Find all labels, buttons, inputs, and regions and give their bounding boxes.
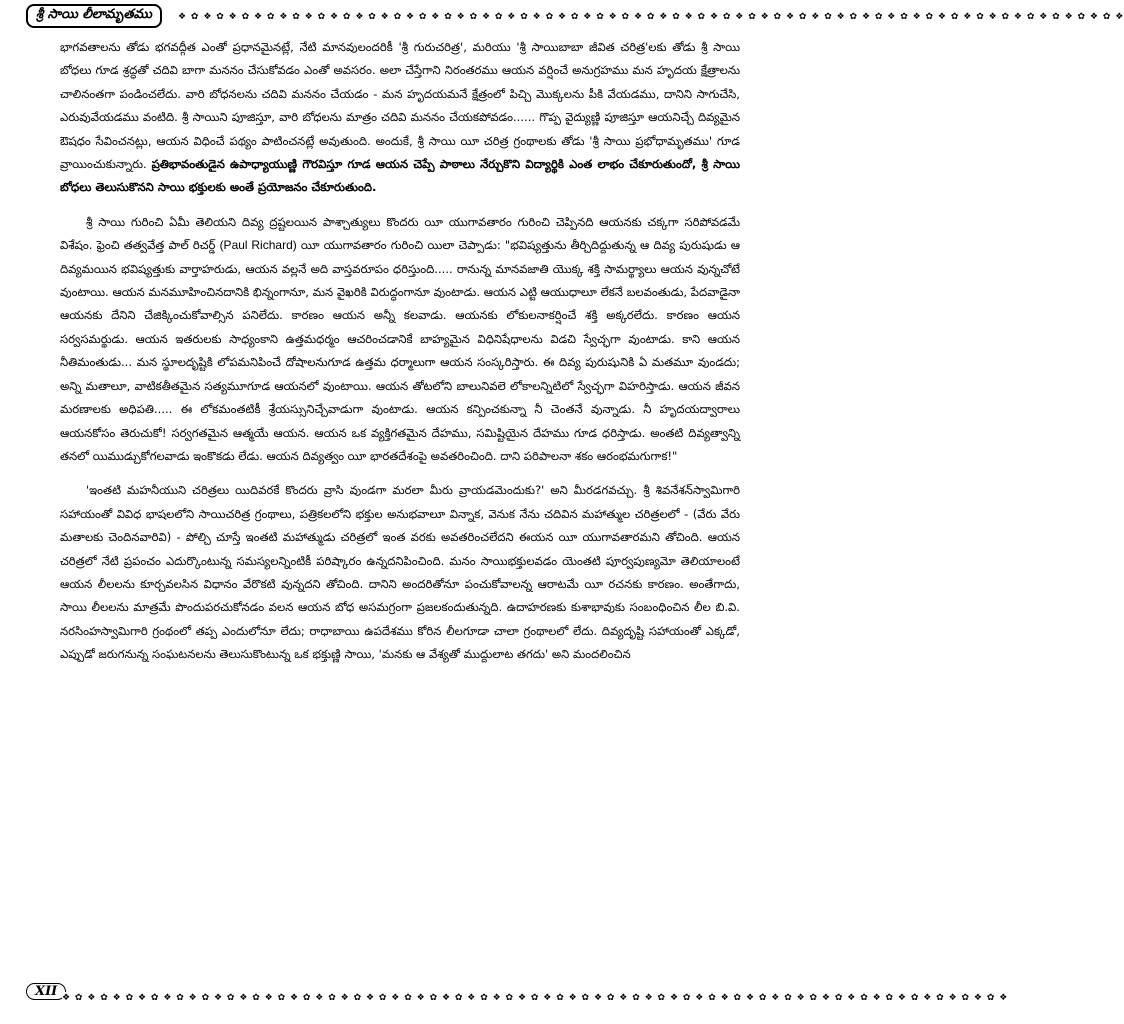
paragraph-2-latin-name: (Paul Richard) xyxy=(219,238,297,253)
paragraph-1-bold-text: ప్రతిభావంతుడైన ఉపాధ్యాయుణ్ణి గౌరవిస్తూ గూడ ఆయన చెప్పే పాఠాలు నేర్చుకొని విద్యార్థికి ఎంత లాభం చేకూరుతుందో, శ్రీ సాయి బోధలు తెలుసుకొనని సాయి భక్తులకు అంతే ప్రయోజనం చేకూరుతుంది. xyxy=(60,157,741,195)
paragraph-gap xyxy=(60,468,740,479)
paragraph-3-text: 'ఇంతటి మహనీయుని చరిత్రలు యిదివరకే కొందరు వ్రాసి వుండగా మరలా మీరు వ్రాయడమెందుకు?' అని మీరడగవచ్చు. శ్రీ శివనేశన్‌స్వామిగారి సహాయంతో వివిధ భాషలలోని సాయిచరిత్ర గ్రంథాలు, పత్రికలలోని భక్తుల అనుభవాలూ విన్నాక, వెనుక నేను చదివిన మహాత్ముల చరిత్రలలో - (వేరు వేరు మతాలకు చెందినవారివి) - పోల్చి చూస్తే ఇంతటి మహాత్ముడు చరిత్రలో ఇంత వరకు అవతరించలేదని ఈయన యీ యుగావతారమని తోచింది. ఆయన చరిత్రలో నేటి ప్రపంచం ఎదుర్కొంటున్న సమస్యలన్నింటికీ పరిష్కారం ఉన్నదనిపించింది. మనం సాయిభక్తులవడం యెంతటి పూర్వపుణ్యమో తెలియాలంటే ఆయన లీలలను కూర్చవలసిన విధానం వేరొకటి వున్నదని తోచింది. దానిని అందరితోనూ పంచుకోవాలన్న ఆరాటమే యీ రచనకు కారణం. అంతేగాదు, సాయి లీలలను మాత్రమే పొందుపరచుకోనడం వలన ఆయన బోధ అసమగ్రంగా ప్రజలకందుతున్నది. ఉదాహరణకు కుశాభావుకు సంబంధించిన లీల బి.వి. నరసింహస్వామిగారి గ్రంథంలో తప్ప ఎందులోనూ లేదు; రాధాబాయి ఉపదేశము కోరిన లీలగూడా చాలా గ్రంథాలలో లేదు. దివ్యదృష్టి సహాయంతో ఎక్కడో, ఎప్పుడో జరుగనున్న సంఘటనలను తెలుసుకొంటున్న ఒక భక్తుణ్ణి సాయి, 'మనకు ఆ వేశ్యతో ముద్దులాట తగదు' అని మందలించిన xyxy=(60,483,740,662)
footer-ornament-glyphs: ❖ ✿ ❖ ✿ ❖ ✿ ❖ ✿ ❖ ✿ ❖ ✿ ❖ ✿ ❖ ✿ ❖ ✿ ❖ ✿ ❖ ✿ ❖ ✿ ❖ ✿ ❖ ✿ ❖ ✿ ❖ ✿ ❖ ✿ ❖ ✿ ❖ ✿ ❖ ✿ ❖ ✿ ❖ ✿ ❖ ✿ ❖ ✿ ❖ ✿ ❖ ✿ ❖ ✿ ❖ ✿ ❖ ✿ ❖ ✿ ❖ ✿ ❖ ✿ ❖ ✿ ❖ ✿ ❖ ✿ ❖ ✿ ❖ ✿ ❖ xyxy=(62,993,1009,1003)
header-ornament-rule xyxy=(178,9,1124,25)
paragraph-gap xyxy=(60,200,740,211)
page-number: XII xyxy=(26,983,66,1000)
page-body xyxy=(60,36,740,667)
paragraph-1-text: భాగవతాలను తోడు భగవద్గీత ఎంతో ప్రధానమైనట్లే, నేటి మానవులందరికీ 'శ్రీ గురుచరిత్ర', మరియు 'శ్రీ సాయిబాబా జీవిత చరిత్ర'లకు తోడు శ్రీ సాయి బోధలు గూడ శ్రద్ధతో చదివి బాగా మననం చేసుకోవడం ఎంతో అవసరం. అలా చేస్తేగాని నిరంతరము ఆయన వర్షించే అనుగ్రహము మన హృదయ క్షేత్రాలను చాలినంతగా పండించలేదు. వారి బోధనలను చదివి మననం చేయడం - మన హృదయమనే క్షేత్రంలో పిచ్చి మొక్కలను పీకి వేయడము, దానిని సాగుచేసి, ఎరువువేయడము వంటిది. శ్రీ సాయిని పూజిస్తూ, వారి బోధలను మాత్రం చదివి మననం చేయకపోవడం...... గొప్ప వైద్యుణ్ణి పూజిస్తూ ఆయనిచ్చే దివ్యమైన ఔషధం సేవించనట్లు, ఆయన విధించే పథ్యం పాటించనట్లే అవుతుంది. అందుకే, శ్రీ సాయి యీ చరిత్ర గ్రంథాలకు తోడు 'శ్రీ సాయి ప్రభోధామృతము' గూడ వ్రాయించుకున్నారు. xyxy=(60,40,740,172)
paragraph-3 xyxy=(60,479,740,666)
footer-ornament-rule xyxy=(62,990,1009,1006)
paragraph-1 xyxy=(60,36,740,200)
paragraph-2 xyxy=(60,211,740,468)
running-header-title: శ్రీ సాయి లీలామృతము xyxy=(26,4,162,28)
paragraph-2-text-a: శ్రీ సాయి గురించి ఏమీ తెలియని దివ్య ద్రష్టలయిన పాశ్చాత్యులు కొందరు యీ యుగావతారం గురించి చెప్పినది ఆయనకు చక్కగా సరిపోవడమే విశేషం. ఫ్రెంచి తత్వవేత్త పాల్ రిచర్డ్ xyxy=(60,214,740,253)
header-ornament-glyphs: ❖ ✿ ❖ ✿ ❖ ✿ ❖ ✿ ❖ ✿ ❖ ✿ ❖ ✿ ❖ ✿ ❖ ✿ ❖ ✿ ❖ ✿ ❖ ✿ ❖ ✿ ❖ ✿ ❖ ✿ ❖ ✿ ❖ ✿ ❖ ✿ ❖ ✿ ❖ ✿ ❖ ✿ ❖ ✿ ❖ ✿ ❖ ✿ ❖ ✿ ❖ ✿ ❖ ✿ ❖ ✿ ❖ ✿ ❖ ✿ ❖ ✿ ❖ ✿ ❖ ✿ ❖ ✿ ❖ ✿ ❖ ✿ ❖ ✿ ❖ xyxy=(178,12,1124,22)
paragraph-2-text-b: యీ యుగావతారం గురించి యిలా చెప్పాడు: "భవిష్యత్తును తీర్చిదిద్దుతున్న ఆ దివ్య పురుషుడు ఆ దివ్యమయిన భవిష్యత్తుకు వార్తాహరుడు, ఆయన వల్లనే అది వాస్తవరూపం ధరిస్తుంది..... రానున్న మానవజాతి యొక్క శక్తి సామర్థ్యాలు ఆయన వున్నచోటే వుంటాయి. ఆయన మనమూహించినదానికి భిన్నంగానూ, మన వైఖరికి విరుద్ధంగానూ వుంటాడు. ఆయన ఎట్టి ఆయుధాలూ లేకనే బలవంతుడు, పేదవాడైనా ఆయనకు దేనిని చేజిక్కించుకోవాల్సిన పనిలేదు. కారణం ఆయన అన్నీ కలవాడు. ఆయనకు లోకులనాకర్షించే శక్తి అక్కరలేదు. కారణం ఆయన సర్వసమర్థుడు. ఆయన ఇతరులకు సాధ్యంకాని ఉత్తమధర్మం ఆచరించడానికే బాహ్యమైన విధినిషేధాలను విడచి స్వేచ్ఛగా వుంటాడు. కాని ఆయన నీతిమంతుడు... మన స్థూలదృష్టికి లోపమనిపించే దోషాలనుగూడ ఉత్తమ ధర్మాలుగా ఆయన సంస్కరిస్తారు. ఈ దివ్య పురుషునికి ఏ మతమూ వుండదు; అన్ని మతాలూ, వాటికతీతమైన సత్యమూగూడ ఆయనలో వుంటాయి. ఆయన తోటలోని బాలునివలె లోకాలన్నిటిలో స్వేచ్ఛగా విహరిస్తాడు. ఆయన జీవన మరణాలకు అధిపతి..... ఈ లోకమంతటికీ శ్రేయస్సునిచ్చేవాడుగా వుంటాడు. ఆయన కన్పించకున్నా నీ చెంతనే వున్నాడు. నీ హృదయద్వారాలు ఆయనకోసం తెరుచుకో! సర్వగతమైన ఆత్మయే ఆయన. ఆయన ఒక వ్యక్తిగతమైన దేహము, సమిష్టియైన దేహము గూడ ధరిస్తాడు. అంతటి దివ్యత్వాన్ని తనలో యిముడ్చుకోగలవాడు ఇంకొకడు లేడు. ఆయన దివ్యత్వం యీ భారతదేశంపై అవతరించింది. దాని పరిపాలనా శకం ఆరంభమగుగాక!" xyxy=(60,238,740,463)
